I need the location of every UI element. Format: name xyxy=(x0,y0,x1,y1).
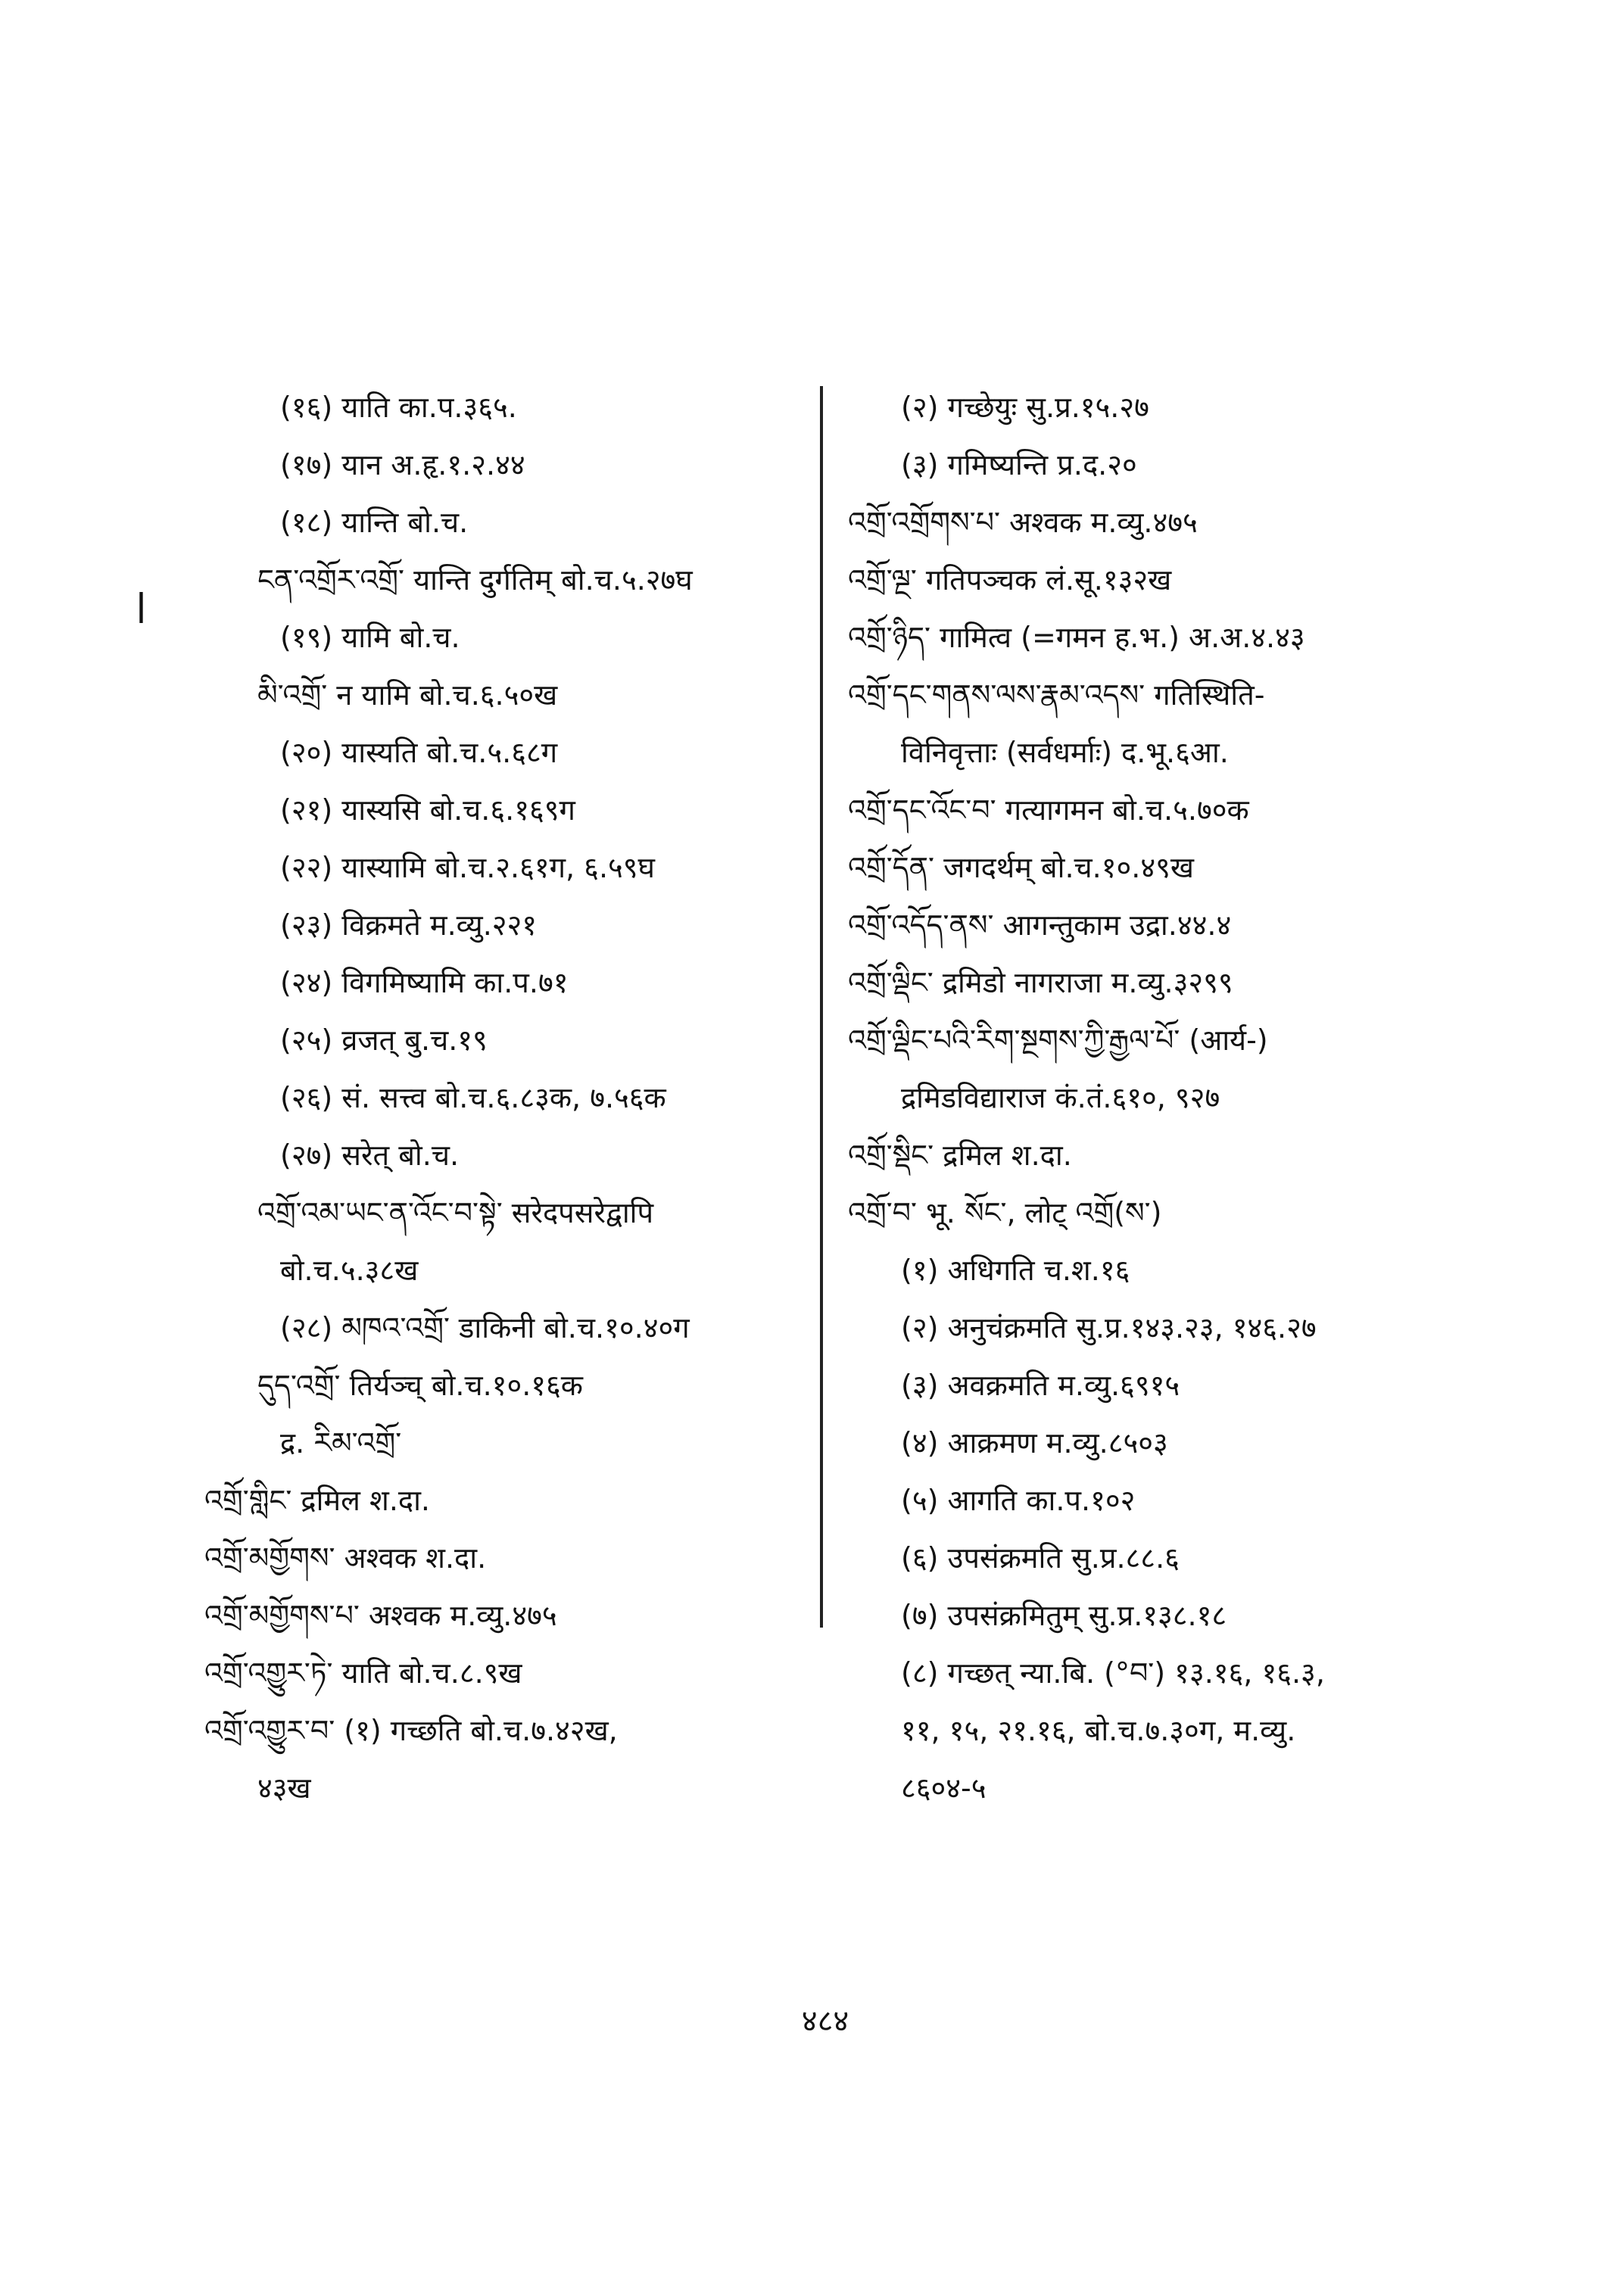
dictionary-entry: (२) गच्छेयुः सु.प्र.१५.२७ xyxy=(901,391,1149,424)
dictionary-entry: (७) उपसंक्रमितुम् सु.प्र.१३८.१८ xyxy=(901,1599,1227,1632)
dictionary-entry: འགྲོ་ལྡིང་ द्रमिडो नागराजा म.व्यु.३२९९ xyxy=(848,966,1233,999)
dictionary-entry: འགྲོ་འགྱུར་ཏེ་ याति बो.च.८.९ख xyxy=(204,1656,522,1690)
dictionary-entry: (३) गमिष्यन्ति प्र.द.२० xyxy=(901,448,1137,481)
dictionary-entry: (२६) सं. सत्त्व बो.च.६.८३क, ७.५६क xyxy=(280,1081,666,1114)
dictionary-entry: द्रमिडविद्याराज कं.तं.६१०, ९२७ xyxy=(901,1081,1220,1114)
dictionary-entry: (८) गच्छत् न्या.बि. (°བ་) १३.१६, १६.३, xyxy=(901,1656,1325,1690)
dictionary-entry: (६) उपसंक्रमति सु.प्र.८८.६ xyxy=(901,1541,1180,1575)
dictionary-entry: (२७) सरेत् बो.च. xyxy=(280,1139,460,1172)
column-divider xyxy=(820,386,823,1628)
dictionary-entry: འགྲོ་འམ་ཡང་ན་འོང་བ་སྟེ་ सरेदपसरेद्वापि xyxy=(257,1196,654,1229)
dictionary-entry: དུད་འགྲོ་ तिर्यञ्च् बो.च.१०.१६क xyxy=(257,1369,583,1402)
dictionary-entry: (२) अनुचंक्रमति सु.प्र.१४३.२३, १४६.२७ xyxy=(901,1311,1317,1344)
dictionary-entry: (३) अवक्रमति म.व्यु.६९१५ xyxy=(901,1369,1180,1402)
margin-mark: ǀ xyxy=(136,586,146,625)
dictionary-entry: (२८) མཁའ་འགྲོ་ डाकिनी बो.च.१०.४०ग xyxy=(280,1311,690,1344)
dictionary-entry: (२१) यास्यसि बो.च.६.१६९ग xyxy=(280,793,575,827)
dictionary-entry: འགྲོ་མགྱོགས་པ་ अश्वक म.व्यु.४७५ xyxy=(204,1599,557,1632)
dictionary-entry: འགྲོ་འདོད་ནས་ आगन्तुकाम उद्रा.४४.४ xyxy=(848,908,1232,942)
dictionary-entry: (२४) विगमिष्यामि का.प.७१ xyxy=(280,966,569,999)
dictionary-entry: འགྲོ་དང་གནས་ལས་རྣམ་འདས་ गतिस्थिति- xyxy=(848,678,1265,712)
dictionary-entry: (४) आक्रमण म.व्यु.८५०३ xyxy=(901,1426,1168,1460)
dictionary-entry: (१६) याति का.प.३६५. xyxy=(280,391,517,424)
dictionary-entry: (२३) विक्रमते म.व्यु.२२१ xyxy=(280,908,538,942)
right-column xyxy=(848,379,1499,1817)
dictionary-entry: འགྲོ་དོན་ जगदर्थम् बो.च.१०.४९ख xyxy=(848,851,1194,884)
dictionary-entry: (१) अधिगति च.श.१६ xyxy=(901,1254,1130,1287)
dictionary-entry: འགྲོ་དང་འོང་བ་ गत्यागमन बो.च.५.७०क xyxy=(848,793,1249,827)
dictionary-entry: (१८) यान्ति बो.च. xyxy=(280,506,469,539)
dictionary-entry: འགྲོ་སྡིང་ द्रमिल श.दा. xyxy=(848,1139,1072,1172)
dictionary-entry: འགྲོ་ལྔ་ गतिपञ्चक लं.सू.१३२ख xyxy=(848,563,1172,597)
dictionary-entry: འགྲོ་བ་ भू. སོང་, लोट् འགྲོ(ས་) xyxy=(848,1196,1162,1229)
dictionary-entry: ८६०४-५ xyxy=(901,1771,987,1805)
dictionary-entry: (१७) यान अ.हृ.१.२.४४ xyxy=(280,448,525,481)
dictionary-entry: འགྲོ་གླིང་ द्रमिल श.दा. xyxy=(204,1484,431,1517)
dictionary-entry: ११, १५, २१.१६, बो.च.७.३०ग, म.व्यु. xyxy=(901,1714,1296,1747)
page-number: ४८४ xyxy=(801,2004,849,2039)
dictionary-entry: द्र. རིམ་འགྲོ་ xyxy=(280,1426,402,1460)
dictionary-entry: (२२) यास्यामि बो.च.२.६१ग, ६.५९घ xyxy=(280,851,655,884)
dictionary-entry: འགྲོ་ལྡིང་པའི་རིག་སྔགས་ཀྱི་རྒྱལ་པོ་ (आर्य-) xyxy=(848,1023,1268,1057)
dictionary-entry: ४३ख xyxy=(257,1771,311,1805)
dictionary-entry: (१९) यामि बो.च. xyxy=(280,621,460,654)
dictionary-entry: (२०) यास्यति बो.च.५.६८ग xyxy=(280,736,558,769)
left-column xyxy=(204,379,810,1817)
dictionary-entry: (५) आगति का.प.१०२ xyxy=(901,1484,1136,1517)
dictionary-entry: འགྲོ་ཉིད་ गामित्व (=गमन ह.भ.) अ.अ.४.४३ xyxy=(848,621,1305,654)
dictionary-entry: बो.च.५.३८ख xyxy=(280,1254,419,1287)
dictionary-entry: ངན་འགྲོར་འགྲོ་ यान्ति दुर्गतिम् बो.च.५.२७घ xyxy=(257,563,693,597)
dictionary-entry: विनिवृत्ताः (सर्वधर्माः) द.भू.६आ. xyxy=(901,736,1229,769)
dictionary-entry: འགྲོ་མགྱོགས་ अश्वक श.दा. xyxy=(204,1541,487,1575)
dictionary-entry: འགྲོ་འགྲོགས་པ་ अश्वक म.व्यु.४७५ xyxy=(848,506,1198,539)
dictionary-entry: མི་འགྲོ་ न यामि बो.च.६.५०ख xyxy=(257,678,558,712)
dictionary-entry: (२५) व्रजत् बु.च.१९ xyxy=(280,1023,488,1057)
dictionary-entry: འགྲོ་འགྱུར་བ་ (१) गच्छति बो.च.७.४२ख, xyxy=(204,1714,618,1747)
